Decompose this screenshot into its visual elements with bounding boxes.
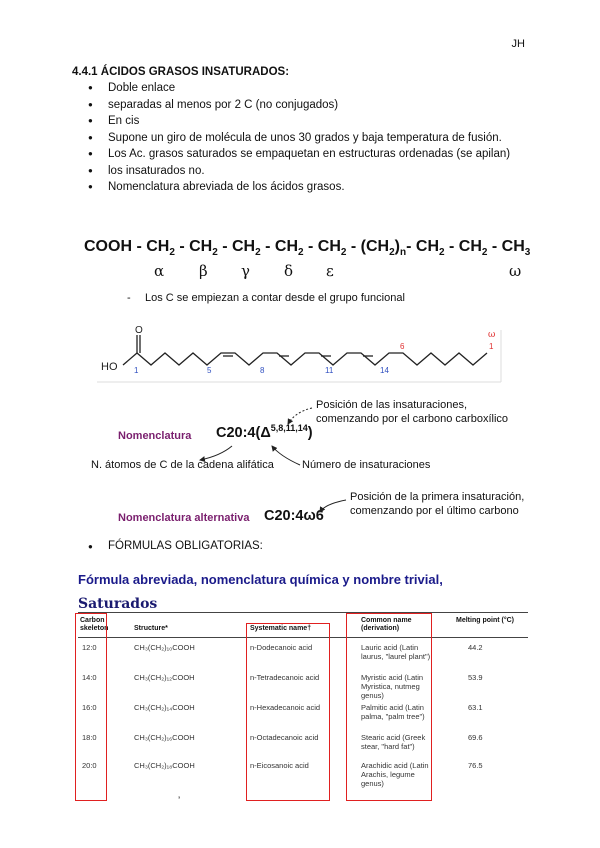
greek-beta: β — [199, 262, 208, 280]
cell-skeleton: 18:0 — [82, 733, 97, 742]
greek-omega: ω — [509, 262, 522, 280]
mandatory-formulas-text: FÓRMULAS OBLIGATORIAS: — [108, 540, 263, 552]
saturated-table — [78, 612, 528, 788]
cell-skeleton: 20:0 — [82, 761, 97, 770]
cell-systematic: n-Tetradecanoic acid — [250, 673, 320, 682]
list-item: ● Supone un giro de molécula de unos 30 grados y baja temperatura de fusión. — [88, 130, 528, 147]
highlight-common-column — [346, 613, 432, 801]
carbon-number: 14 — [380, 366, 389, 375]
header-systematic: Systematic name† — [250, 625, 312, 632]
counting-note-text: Los C se empiezan a contar desde el grupo funcional — [145, 292, 405, 304]
header-melting: Melting point (°C) — [456, 617, 515, 624]
greek-epsilon: ε — [326, 262, 334, 280]
highlight-systematic-column — [246, 623, 330, 801]
cell-melting: 53.9 — [468, 673, 483, 682]
header-common: Common name (derivation) — [361, 617, 412, 632]
header-carbon: Carbon skeleton — [80, 617, 109, 632]
ho-label: HO — [101, 361, 118, 373]
cell-common: Lauric acid (Latin laurus, "laurel plant") — [361, 643, 431, 661]
header-structure: Structure* — [134, 625, 168, 632]
list-item: ● En cis — [88, 113, 528, 130]
list-item: ● Nomenclatura abreviada de los ácidos grasos. — [88, 179, 528, 196]
cell-common: Palmitic acid (Latin palma, "palm tree") — [361, 703, 425, 721]
cell-structure: CH₃(CH₂)₁₈COOH — [134, 761, 195, 770]
alt-nomenclature-code: C20:4ω6 — [264, 508, 324, 524]
carbon-number: 8 — [260, 366, 265, 375]
cell-common: Arachidic acid (Latin Arachis, legume genus) — [361, 761, 429, 788]
code-positions: 5,8,11,14 — [270, 423, 308, 433]
greek-delta: δ — [284, 262, 294, 280]
cell-skeleton: 12:0 — [82, 643, 97, 652]
saturated-title: Saturados — [78, 596, 158, 612]
omega-number: 1 — [489, 342, 494, 351]
cell-structure: CH₃(CH₂)₁₆COOH — [134, 733, 195, 742]
cell-skeleton: 14:0 — [82, 673, 97, 682]
cell-melting: 76.5 — [468, 761, 483, 770]
cell-melting: 69.6 — [468, 733, 483, 742]
carbon-number: 1 — [134, 366, 139, 375]
cell-melting: 44.2 — [468, 643, 483, 652]
omega-symbol: ω — [488, 330, 496, 340]
fatty-acid-formula: COOH - $CH_2 - CH_2 - CH_2 - CH_2 - CH_2 - (CH_2)_n-$ $CH_2 - CH_2 - CH_3$ — [84, 238, 531, 259]
counting-note: - Los C se empiezan a contar desde el grupo funcional — [127, 292, 405, 304]
cell-systematic: n-Eicosanoic acid — [250, 761, 309, 770]
cell-structure: CH₃(CH₂)₁₀COOH — [134, 643, 195, 652]
carbon-number: 5 — [207, 366, 212, 375]
list-item: ● separadas al menos por 2 C (no conjugados) — [88, 97, 528, 114]
cell-melting: 63.1 — [468, 703, 483, 712]
cell-structure: CH₃(CH₂)₁₂COOH — [134, 673, 195, 682]
greek-alpha: α — [154, 262, 165, 280]
cell-common: Myristic acid (Latin Myristica, nutmeg genus) — [361, 673, 424, 700]
list-item: ● Doble enlace — [88, 80, 528, 97]
cell-common: Stearic acid (Greek stear, "hard fat") — [361, 733, 426, 751]
first-insaturation-note: Posición de la primera insaturación, comenzando por el último carbono — [350, 491, 525, 517]
greek-gamma: γ — [241, 262, 250, 280]
carbon-number: 11 — [325, 366, 334, 375]
cell-systematic: n-Dodecanoic acid — [250, 643, 313, 652]
cell-systematic: n-Octadecanoic acid — [250, 733, 319, 742]
omega-number: 6 — [400, 342, 405, 351]
nomenclature-label: Nomenclatura — [118, 430, 192, 442]
mandatory-formulas: ● FÓRMULAS OBLIGATORIAS: — [88, 540, 263, 552]
code-close: ) — [307, 424, 313, 441]
code-base: C20:4(Δ — [216, 424, 271, 441]
svg-text:O: O — [135, 325, 143, 336]
stray-mark: ʼ — [178, 796, 181, 807]
insaturations-note: Número de insaturaciones — [302, 459, 431, 471]
page-initials: JH — [511, 38, 525, 50]
cell-structure: CH₃(CH₂)₁₄COOH — [134, 703, 195, 712]
table-section-title: Fórmula abreviada, nomenclatura química y nombre trivial, — [78, 572, 443, 587]
alt-nomenclature-label: Nomenclatura alternativa — [118, 512, 250, 524]
highlight-carbon-column — [75, 613, 107, 801]
list-item: ● los insaturados no. — [88, 163, 528, 180]
list-item: ● Los Ac. grasos saturados se empaquetan en estructuras ordenadas (se apilan) — [88, 146, 528, 163]
section-heading: 4.4.1 ÁCIDOS GRASOS INSATURADOS: — [72, 66, 290, 78]
atoms-note: N. átomos de C de la cadena alifática — [91, 459, 274, 471]
cell-skeleton: 16:0 — [82, 703, 97, 712]
cell-systematic: n-Hexadecanoic acid — [250, 703, 321, 712]
position-note: Posición de las insaturaciones, comenzando por el carbono carboxílico — [316, 399, 509, 425]
